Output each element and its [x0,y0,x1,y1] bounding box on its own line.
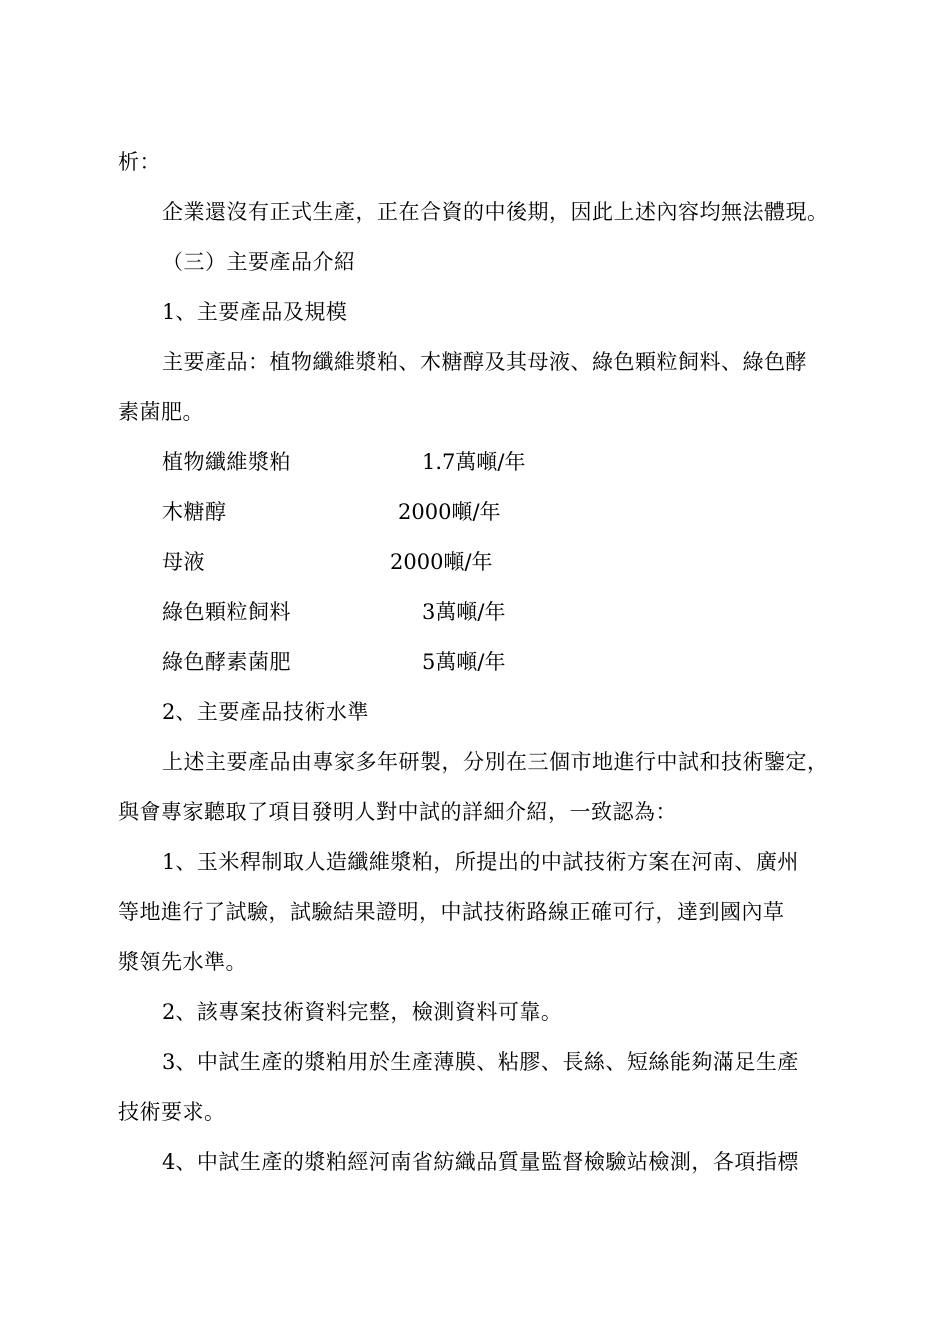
list-item: 1、玉米稈制取人造纖維漿粕，所提出的中試技術方案在河南、廣州 [162,850,799,874]
list-item: 3、中試生產的漿粕用於生產薄膜、粘膠、長絲、短絲能夠滿足生產 [162,1050,799,1074]
paragraph-line: 主要產品：植物纖維漿粕、木糖醇及其母液、綠色顆粒飼料、綠色酵 [162,350,807,374]
list-item: 2、該專案技術資料完整，檢測資料可靠。 [162,1000,563,1024]
paragraph-line: 上述主要產品由專家多年研製，分別在三個市地進行中試和技術鑒定， [162,750,829,774]
product-name: 母液 [162,550,205,574]
product-name: 植物纖維漿粕 [162,450,291,474]
product-quantity: 5萬噸/年 [422,650,506,674]
list-item: 4、中試生產的漿粕經河南省紡織品質量監督檢驗站檢測，各項指標 [162,1150,799,1174]
product-quantity: 1.7萬噸/年 [422,450,526,474]
subsection-heading: 1、主要產品及規模 [162,300,348,324]
paragraph-line: 與會專家聽取了項目發明人對中試的詳細介紹，一致認為： [118,800,677,824]
product-quantity: 2000噸/年 [390,550,493,574]
paragraph-line: 漿領先水準。 [118,950,247,974]
section-heading: （三）主要產品介紹 [162,250,356,274]
paragraph-line: 等地進行了試驗，試驗結果證明，中試技術路線正確可行，達到國內草 [118,900,785,924]
paragraph-line: 企業還沒有正式生產，正在合資的中後期，因此上述內容均無法體現。 [162,200,829,224]
paragraph-line: 素菌肥。 [118,400,204,424]
paragraph-line: 技術要求。 [118,1100,226,1124]
product-quantity: 3萬噸/年 [422,600,506,624]
paragraph-line: 析： [118,150,161,174]
product-name: 木糖醇 [162,500,227,524]
product-name: 綠色顆粒飼料 [162,600,291,624]
product-name: 綠色酵素菌肥 [162,650,291,674]
product-quantity: 2000噸/年 [398,500,501,524]
subsection-heading: 2、主要產品技術水準 [162,700,369,724]
